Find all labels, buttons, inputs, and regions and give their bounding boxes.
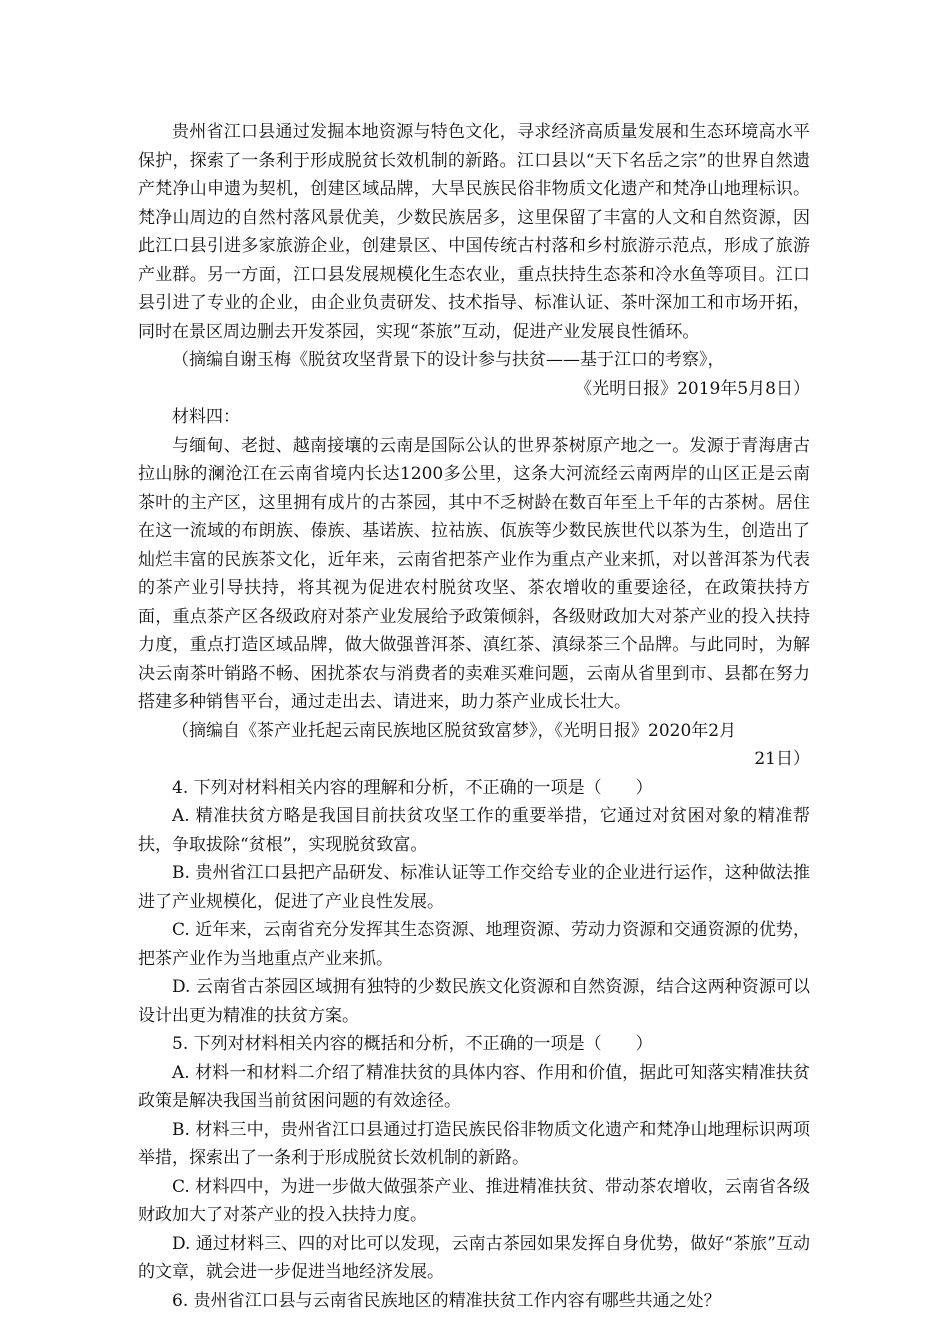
question5-option-b: B. 材料三中，贵州省江口县通过打造民族民俗非物质文化遗产和梵净山地理标识两项举措，探索出了一条利于形成脱贫长效机制的新路。 <box>138 1119 810 1168</box>
material4-body: 与缅甸、老挝、越南接壤的云南是国际公认的世界茶树原产地之一。发源于青海唐古拉山脉的澜沧江在云南省境内长达1200多公里，这条大河流经云南两岸的山区正是云南茶叶的主产区，这里拥有成片的古茶园，其中不乏树龄在数百年至上千年的古茶树。居住在这一流域的布朗族、傣族、基诺族、拉祜族、佤族等少数民族世代以茶为生，创造出了灿烂丰富的民族茶文化，近年来，云南省把茶产业作为重点产业来抓，对以普洱茶为代表的茶产业引导扶持，将其视为促进农村脱贫攻坚、茶农增收的重要途径，在政策扶持方面，重点茶产区各级政府对茶产业发展给予政策倾斜，各级财政加大对茶产业的投入扶持力度，重点打造区域品牌，做大做强普洱茶、滇红茶、滇绿茶三个品牌。与此同时，为解决云南茶叶销路不畅、困扰茶农与消费者的卖难买难问题，云南从省里到市、县都在努力搭建多种销售平台，通过走出去、请进来，助力茶产业成长壮大。 <box>138 435 810 712</box>
material4-source-line2: 21日） <box>754 749 810 769</box>
question4-option-a: A. 精准扶贫方略是我国目前扶贫攻坚工作的重要举措，它通过对贫困对象的精准帮扶，争取拔除“贫根”，实现脱贫致富。 <box>138 806 810 855</box>
question4-option-c: C. 近年来，云南省充分发挥其生态资源、地理资源、劳动力资源和交通资源的优势，把茶产业作为当地重点产业来抓。 <box>138 920 810 969</box>
material3-body: 贵州省江口县通过发掘本地资源与特色文化，寻求经济高质量发展和生态环境高水平保护，探索了一条利于形成脱贫长效机制的新路。江口县以“天下名岳之宗”的世界自然遗产梵净山申遗为契机，创建区域品牌，大旱民族民俗非物质文化遗产和梵净山地理标识。梵净山周边的自然村落风景优美，少数民族居多，这里保留了丰富的人文和自然资源，因此江口县引进多家旅游企业，创建景区、中国传统古村落和乡村旅游示范点，形成了旅游产业群。另一方面，江口县发展规模化生态农业，重点扶持生态茶和冷水鱼等项目。江口县引进了专业的企业，由企业负责研发、技术指导、标准认证、茶叶深加工和市场开拓，同时在景区周边删去开发茶园，实现“茶旅”互动，促进产业发展良性循环。 <box>138 122 810 342</box>
question4-stem: 4. 下列对材料相关内容的理解和分析，不正确的一项是（ ） <box>172 777 653 798</box>
material3-source-line1: （摘编自谢玉梅《脱贫攻坚背景下的设计参与扶贫——基于江口的考察》， <box>172 350 725 370</box>
material4-source-line1: （摘编自《茶产业托起云南民族地区脱贫致富梦》，《光明日报》2020年2月 <box>172 720 737 741</box>
material4-label: 材料四： <box>172 407 240 427</box>
exam-page <box>138 118 810 1315</box>
question6-stem: 6. 贵州省江口县与云南省民族地区的精准扶贫工作内容有哪些共通之处？ <box>172 1290 721 1311</box>
question5-stem: 5. 下列对材料相关内容的概括和分析，不正确的一项是（ ） <box>172 1034 653 1054</box>
question5-option-d: D. 通过材料三、四的对比可以发现，云南古茶园如果发挥自身优势，做好“茶旅”互动的文章，就会进一步促进当地经济发展。 <box>138 1233 810 1282</box>
question4-option-b: B. 贵州省江口县把产品研发、标准认证等工作交给专业的企业进行运作，这种做法推进了产业规模化，促进了产业良性发展。 <box>138 863 810 912</box>
question4-option-d: D. 云南省古茶园区域拥有独特的少数民族文化资源和自然资源，结合这两种资源可以设计出更为精准的扶贫方案。 <box>138 977 810 1026</box>
question5-option-a: A. 材料一和材料二介绍了精准扶贫的具体内容、作用和价值，据此可知落实精准扶贫政策是解决我国当前贫困问题的有效途径。 <box>138 1062 810 1111</box>
material3-source-line2: 《光明日报》2019年5月8日） <box>575 378 810 399</box>
question5-option-c: C. 材料四中，为进一步做大做强茶产业、推进精准扶贫、带动茶农增收，云南省各级财政加大了对茶产业的投入扶持力度。 <box>138 1176 810 1225</box>
